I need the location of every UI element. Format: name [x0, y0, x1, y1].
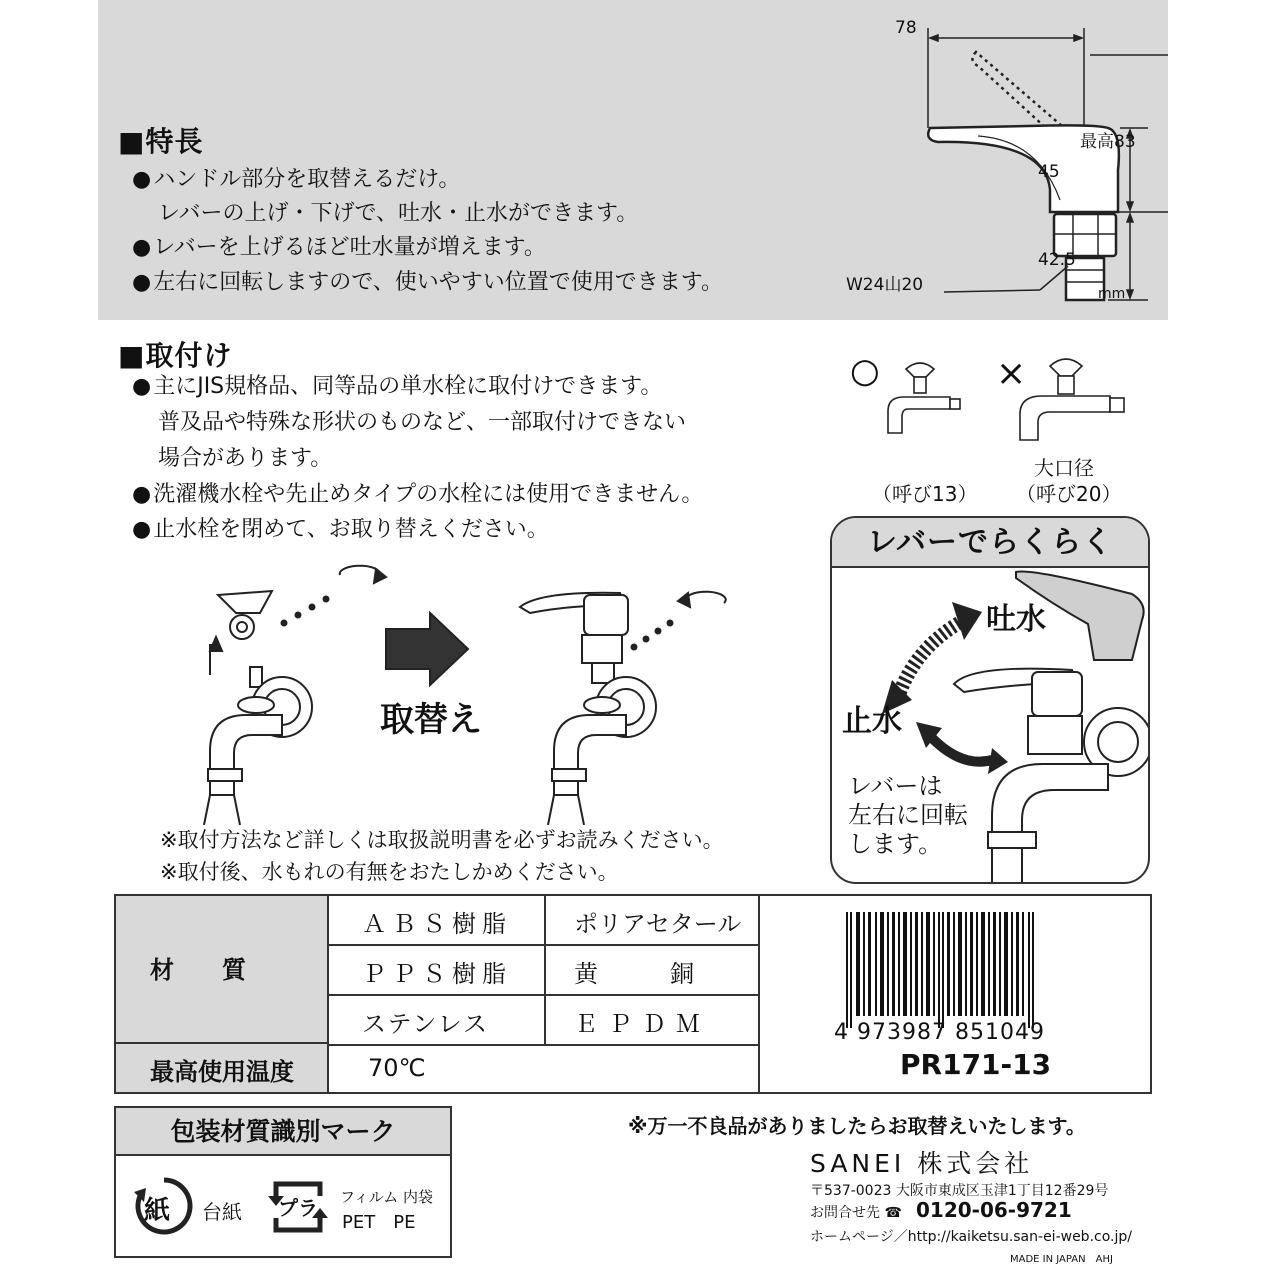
spec-divider: [758, 896, 760, 1092]
install-bullet-1: ●主にJIS規格品、同等品の単水栓に取付けできます。: [132, 374, 663, 399]
spec-divider: [544, 896, 546, 1044]
replacement-illustration: [190, 555, 750, 825]
plastic-mark: プラ: [278, 1196, 318, 1220]
faucet-ok-icon: [880, 355, 970, 435]
lever-off-label: 止水: [842, 704, 902, 739]
spec-divider: [329, 994, 758, 996]
material-label-cell: [116, 896, 329, 1044]
replace-label: 取替え: [380, 700, 482, 740]
homepage-url[interactable]: ホームページ／http://kaiketsu.san-ei-web.co.jp/: [810, 1229, 1132, 1245]
features-bullet-1-line-2: レバーの上げ・下げで、吐水・止水ができます。: [158, 201, 639, 226]
features-bullet-3: ●左右に回転しますので、使いやすい位置で使用できます。: [132, 270, 724, 295]
barcode: [832, 912, 1072, 1032]
ng-mark: ×: [996, 353, 1027, 394]
contact-label: お問合せ先 ☎: [810, 1205, 902, 1221]
ok-mark: ○: [850, 351, 880, 391]
packaging-mark-box: [114, 1106, 452, 1258]
install-bullet-2: ●洗濯機水栓や先止めタイプの水栓には使用できません。: [132, 482, 704, 507]
features-bullet-1: ●ハンドル部分を取替えるだけ。: [132, 167, 461, 192]
dim-base-height: 42.5: [1038, 250, 1076, 270]
lever-on-label: 吐水: [986, 602, 1046, 637]
ng-caption-1: 大口径: [1034, 456, 1094, 480]
ng-caption-2: （呼び20）: [1016, 482, 1122, 506]
replacement-notice: ※万一不良品がありましたらお取替えいたします。: [628, 1114, 1086, 1138]
material-epdm: ＥＰＤＭ: [574, 1010, 710, 1038]
temp-label: 最高使用温度: [150, 1058, 294, 1086]
phone-number: 0120-06-9721: [916, 1198, 1072, 1222]
dim-max-height: 最高83: [1080, 132, 1136, 152]
material-abs: ＡＢＳ樹脂: [362, 910, 512, 938]
paper-label: 台紙: [202, 1200, 242, 1224]
temp-label-cell: [116, 1044, 329, 1092]
install-bullet-3: ●止水栓を閉めて、お取り替えください。: [132, 517, 549, 542]
plastic-bottom-label: PET PE: [342, 1212, 416, 1233]
company-address: 〒537-0023 大阪市東成区玉津1丁目12番29号: [810, 1183, 1109, 1199]
material-label: 材 質: [150, 956, 246, 984]
spec-divider: [329, 1044, 758, 1046]
lever-box-title: レバーでらくらく: [832, 518, 1148, 568]
features-title: ■特長: [118, 125, 204, 158]
company-name: SANEI 株式会社: [810, 1149, 1034, 1178]
barcode-number: 4 973987 851049: [834, 1020, 1045, 1045]
spec-divider: [329, 944, 758, 946]
spec-table: [114, 894, 1152, 1094]
material-polyacetal: ポリアセタール: [574, 910, 742, 938]
lever-rotate-text: レバーは 左右に回転 します。: [848, 772, 968, 858]
material-brass: 黄 銅: [574, 960, 694, 988]
paper-mark: 紙: [144, 1196, 171, 1226]
install-bullet-1-line-2: 普及品や特殊な形状のものなど、一部取付けできない: [158, 410, 687, 435]
dim-width: 78: [895, 18, 917, 38]
packaging-title: 包装材質識別マーク: [116, 1108, 450, 1156]
material-stainless: ステンレス: [362, 1010, 489, 1038]
lever-feature-box: [830, 516, 1150, 884]
made-in-japan: MADE IN JAPAN AHJ: [1010, 1254, 1113, 1265]
install-note-1: ※取付方法など詳しくは取扱説明書を必ずお読みください。: [160, 828, 724, 852]
ok-caption: （呼び13）: [872, 482, 978, 506]
temp-value: 70℃: [368, 1054, 426, 1082]
install-title: ■取付け: [118, 339, 233, 372]
plastic-top-label: フィルム 内袋: [340, 1188, 433, 1206]
dim-lever-height: 45: [1038, 162, 1060, 182]
install-note-2: ※取付後、水もれの有無をおたしかめください。: [160, 860, 619, 884]
dim-unit: mm: [1098, 286, 1126, 302]
features-bullet-2: ●レバーを上げるほど吐水量が増えます。: [132, 235, 546, 260]
model-number: PR171-13: [900, 1048, 1052, 1081]
features-panel: [98, 0, 1168, 320]
install-bullet-1-line-3: 場合があります。: [158, 446, 333, 471]
faucet-ng-icon: [1016, 352, 1136, 442]
dim-thread: W24山20: [846, 275, 924, 295]
material-pps: ＰＰＳ樹脂: [362, 960, 512, 988]
